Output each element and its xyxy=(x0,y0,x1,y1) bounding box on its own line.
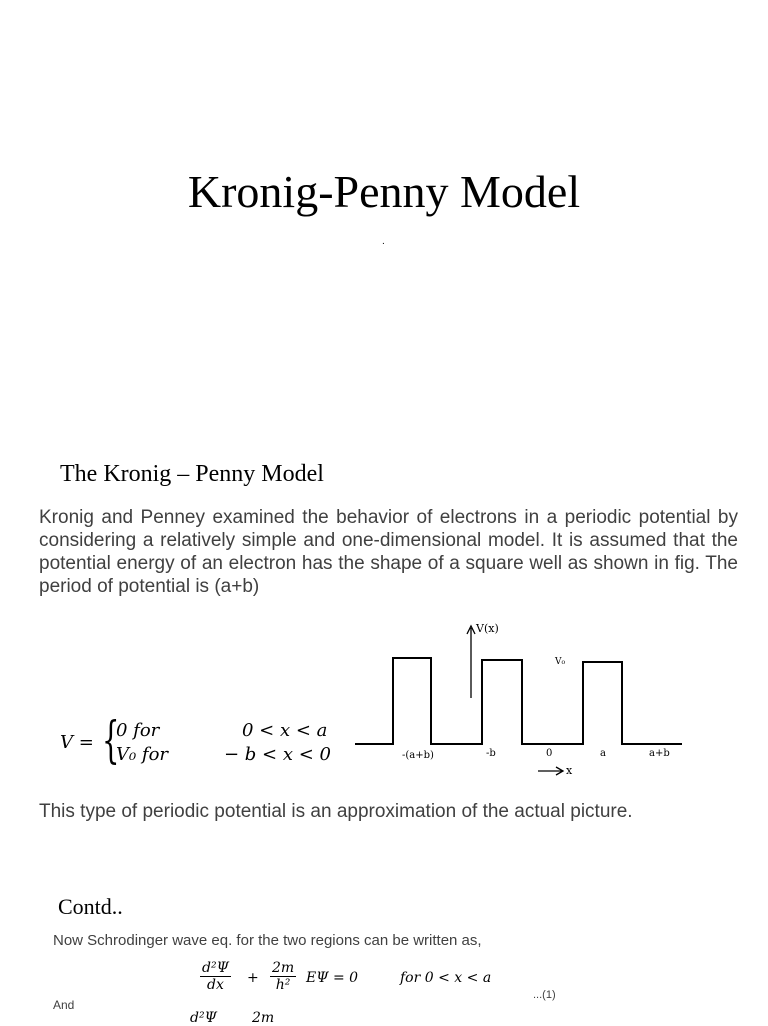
equation-row1-value: 0 for xyxy=(116,720,160,741)
frac-d2psi-dx: $\frac{\text{d²Ψ}}{dx}$ xyxy=(202,960,229,993)
equation-row2-value: V₀ for xyxy=(116,744,169,765)
approximation-note: This type of periodic potential is an approximation of the actual picture. xyxy=(39,801,633,822)
frac-2m-h2: $\frac{2m}{\text{h²}}$ xyxy=(272,960,295,993)
potential-well-figure xyxy=(350,616,690,776)
contd-title: Contd.. xyxy=(58,894,123,919)
contd-slide xyxy=(0,850,768,1024)
plus-sign: + xyxy=(247,970,259,986)
tick-label-minus-b: -b xyxy=(486,748,496,759)
x-axis-label: x xyxy=(566,764,573,776)
eq2-frac1-num: d²Ψ xyxy=(190,1010,217,1026)
v0-label: V₀ xyxy=(555,657,566,667)
equation-condition: for 0 < x < a xyxy=(400,970,492,986)
tick-label-zero: 0 xyxy=(546,748,553,759)
potential-curve xyxy=(355,658,682,744)
and-label: And xyxy=(53,998,75,1012)
title-slide xyxy=(0,0,768,430)
tick-label-a: a xyxy=(600,748,606,759)
equation-brace: { xyxy=(102,711,120,769)
equation-rest: EΨ = 0 xyxy=(306,970,359,986)
eq2-frac2-num: 2m xyxy=(252,1010,275,1026)
equation-lhs: V = xyxy=(60,732,94,753)
tick-label-minus-a-plus-b: -(a+b) xyxy=(402,750,434,761)
equation-row2-condition: − b < x < 0 xyxy=(224,744,331,765)
model-slide xyxy=(0,430,768,850)
slide-title: Kronig-Penny Model xyxy=(187,166,581,217)
schrodinger-intro: Now Schrodinger wave eq. for the two regions can be written as, xyxy=(53,932,482,949)
tick-label-a-plus-b: a+b xyxy=(649,748,670,759)
placeholder-dot: . xyxy=(382,236,385,247)
description-paragraph: Kronig and Penney examined the behavior of electrons in a periodic potential by considering a relatively simple and one-dimensional model. It is assumed that the potential energy of an electron has the shape of a square well as shown in fig. The period of potential is (a+b) xyxy=(39,507,738,597)
y-axis-label: V(x) xyxy=(476,622,499,635)
equation-ref: ...(1) xyxy=(533,989,556,1001)
equation-row1-condition: 0 < x < a xyxy=(242,720,328,741)
section-title: The Kronig – Penny Model xyxy=(60,461,324,487)
